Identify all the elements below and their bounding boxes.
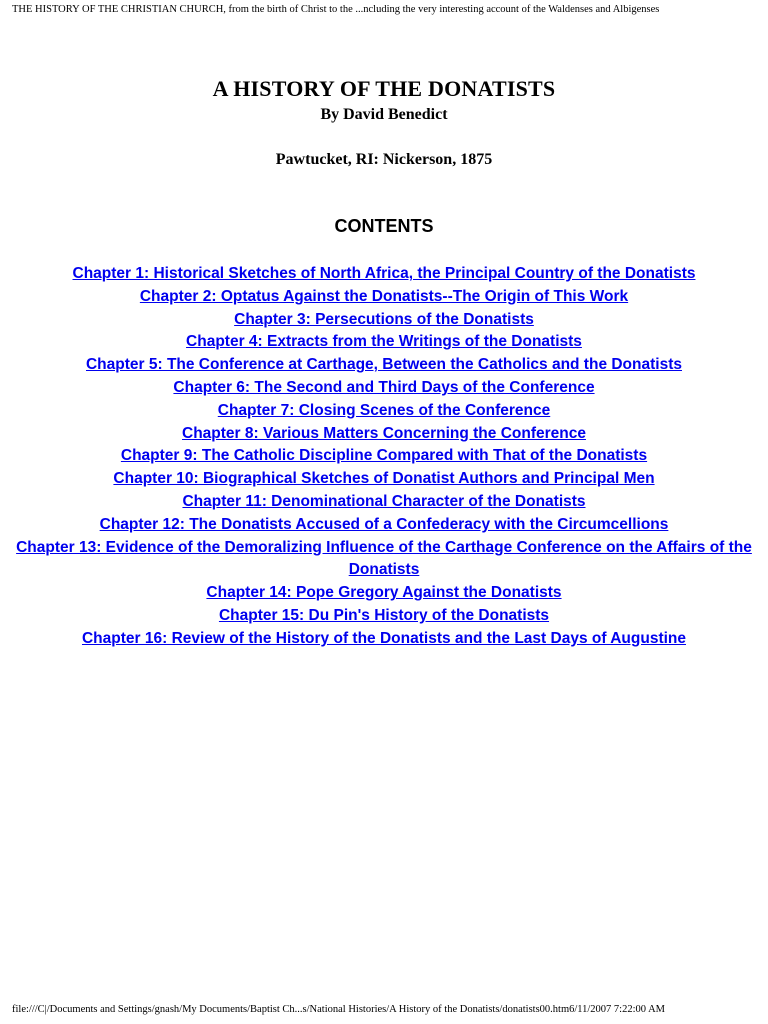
chapter-4-link[interactable]: Chapter 4: Extracts from the Writings of the Donatists [186, 333, 582, 351]
table-of-contents [14, 263, 754, 651]
print-footer: file:///C|/Documents and Settings/gnash/My Documents/Baptist Ch...s/National Histories/A History of the Donatists/donatists00.htm6/11/2007 7:22:00 AM [12, 1004, 665, 1015]
toc-item [14, 628, 754, 651]
book-title: A HISTORY OF THE DONATISTS [212, 76, 556, 101]
toc-item [14, 468, 754, 491]
chapter-6-link[interactable]: Chapter 6: The Second and Third Days of the Conference [173, 378, 595, 396]
toc-item [14, 514, 754, 537]
chapter-7-link[interactable]: Chapter 7: Closing Scenes of the Conference [217, 401, 551, 419]
toc-item [14, 445, 754, 468]
toc-item [14, 263, 754, 286]
contents-heading: CONTENTS [334, 216, 434, 236]
book-publisher: Pawtucket, RI: Nickerson, 1875 [275, 151, 493, 168]
toc-item [14, 331, 754, 354]
chapter-14-link[interactable]: Chapter 14: Pope Gregory Against the Donatists [206, 584, 562, 602]
chapter-15-link[interactable]: Chapter 15: Du Pin's History of the Donatists [218, 606, 550, 624]
toc-item [14, 537, 754, 583]
chapter-12-link[interactable]: Chapter 12: The Donatists Accused of a Confederacy with the Circumcellions [99, 515, 669, 533]
chapter-8-link[interactable]: Chapter 8: Various Matters Concerning the Conference [182, 424, 586, 442]
toc-item [14, 491, 754, 514]
print-header: THE HISTORY OF THE CHRISTIAN CHURCH, from the birth of Christ to the ...ncluding the very interesting account of the Waldenses and Albigenses [12, 4, 660, 15]
chapter-11-link[interactable]: Chapter 11: Denominational Character of the Donatists [182, 492, 586, 510]
toc-item [14, 605, 754, 628]
toc-item [14, 354, 754, 377]
toc-item [14, 309, 754, 332]
toc-item [14, 286, 754, 309]
chapter-5-link[interactable]: Chapter 5: The Conference at Carthage, Between the Catholics and the Donatists [85, 356, 682, 374]
chapter-16-link[interactable]: Chapter 16: Review of the History of the Donatists and the Last Days of Augustine [81, 629, 686, 647]
chapter-1-link[interactable]: Chapter 1: Historical Sketches of North Africa, the Principal Country of the Donatists [72, 265, 696, 282]
toc-item [14, 423, 754, 446]
chapter-13-link[interactable]: Chapter 13: Evidence of the Demoralizing Influence of the Carthage Conference on the Affairs of the Donatists [16, 538, 752, 579]
chapter-10-link[interactable]: Chapter 10: Biographical Sketches of Donatist Authors and Principal Men [113, 470, 655, 488]
chapter-2-link[interactable]: Chapter 2: Optatus Against the Donatists--The Origin of This Work [139, 287, 629, 305]
chapter-9-link[interactable]: Chapter 9: The Catholic Discipline Compared with That of the Donatists [120, 447, 648, 465]
chapter-3-link[interactable]: Chapter 3: Persecutions of the Donatists [234, 310, 534, 328]
book-author: By David Benedict [320, 106, 448, 123]
toc-item [14, 377, 754, 400]
toc-item [14, 582, 754, 605]
toc-item [14, 400, 754, 423]
